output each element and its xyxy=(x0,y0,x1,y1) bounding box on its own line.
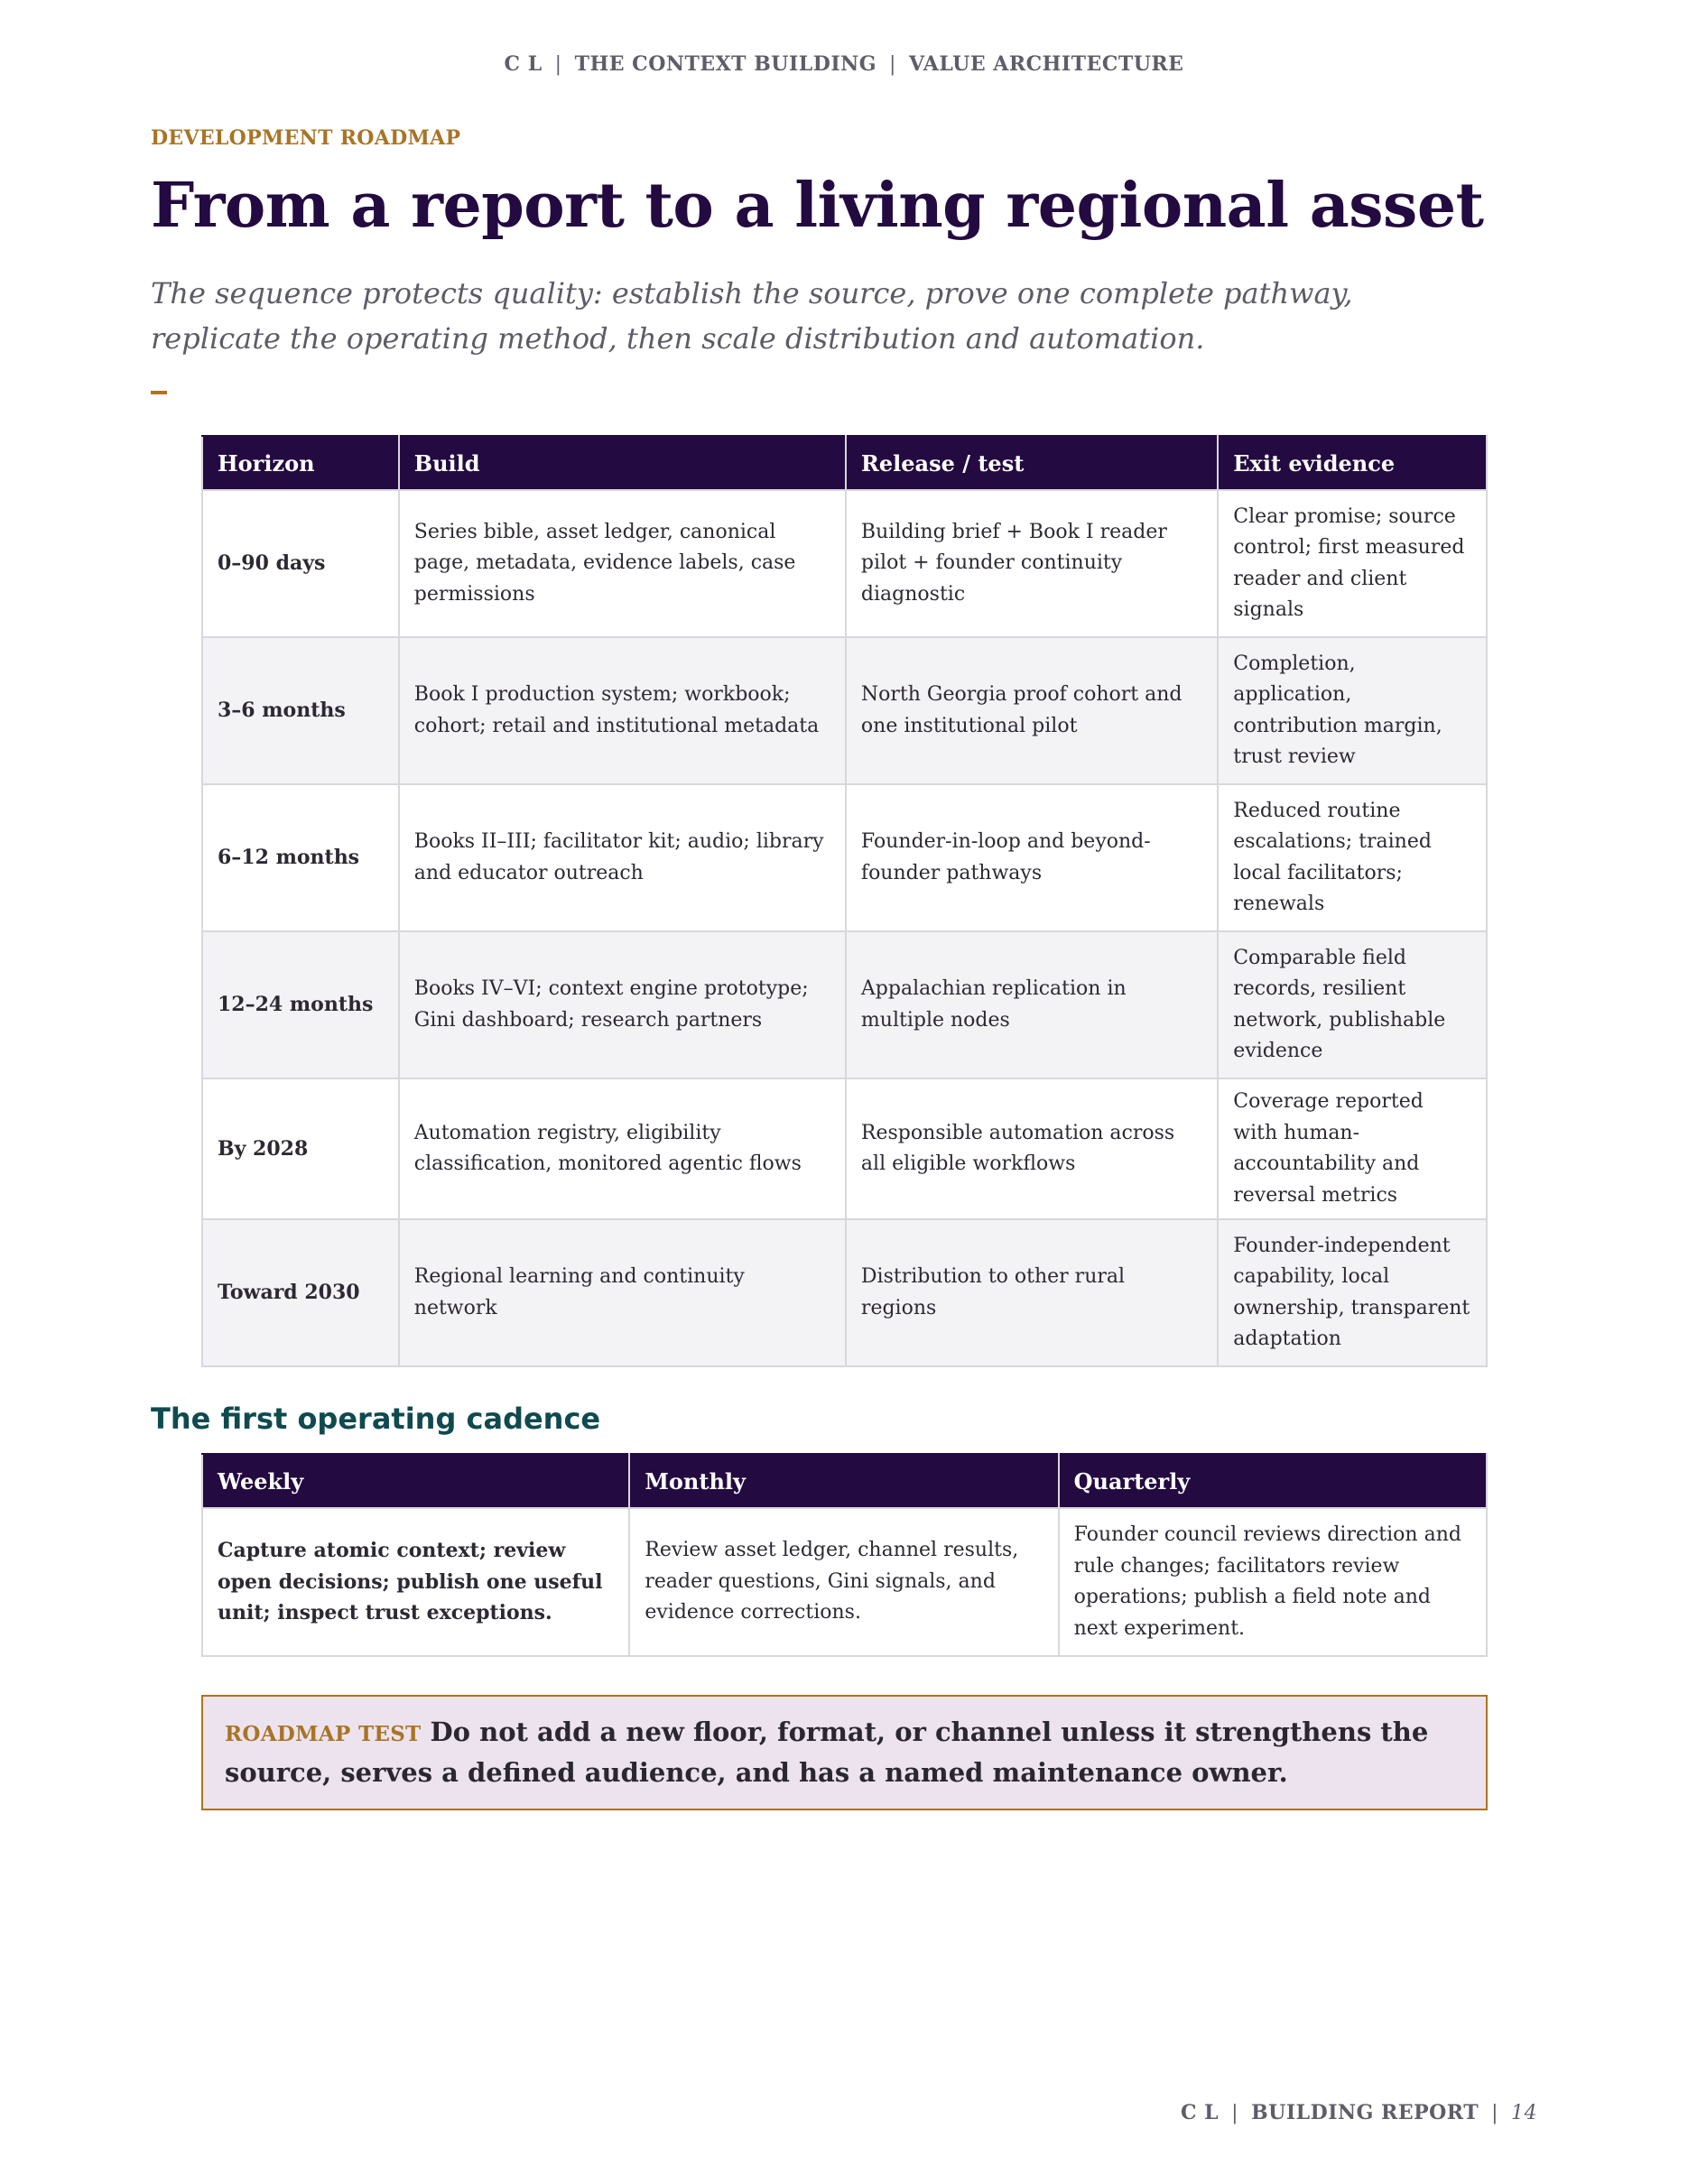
footer-separator: | xyxy=(1491,2102,1498,2124)
horizon-cell: Toward 2030 xyxy=(202,1219,399,1366)
release-cell: North Georgia proof cohort and one institutional pilot xyxy=(846,637,1218,784)
build-cell: Automation registry, eligibility classification, monitored agentic flows xyxy=(399,1078,846,1219)
cadence-heading: The first operating cadence xyxy=(151,1402,601,1436)
column-header-build: Build xyxy=(399,436,846,490)
cadence-table xyxy=(201,1453,1488,1657)
callout-tag: ROADMAP TEST xyxy=(225,1722,422,1746)
table-row xyxy=(202,1078,1487,1219)
release-cell: Appalachian replication in multiple nodes xyxy=(846,931,1218,1078)
column-header-exit-evidence: Exit evidence xyxy=(1218,436,1487,490)
horizon-cell: 0–90 days xyxy=(202,490,399,637)
header-doc-title: THE CONTEXT BUILDING xyxy=(574,52,877,76)
build-cell: Books IV–VI; context engine prototype; Gini dashboard; research partners xyxy=(399,931,846,1078)
roadmap-table xyxy=(201,435,1488,1367)
monthly-cell: Review asset ledger, channel results, reader questions, Gini signals, and evidence corrections. xyxy=(629,1508,1058,1656)
release-cell: Distribution to other rural regions xyxy=(846,1219,1218,1366)
exit-evidence-cell: Founder-independent capability, local ownership, transparent adaptation xyxy=(1218,1219,1487,1366)
footer-label: BUILDING REPORT xyxy=(1251,2101,1479,2124)
horizon-cell: 12–24 months xyxy=(202,931,399,1078)
section-eyebrow: DEVELOPMENT ROADMAP xyxy=(151,126,461,150)
column-header-quarterly: Quarterly xyxy=(1059,1454,1487,1508)
horizon-cell: 6–12 months xyxy=(202,784,399,931)
exit-evidence-cell: Reduced routine escalations; trained local facilitators; renewals xyxy=(1218,784,1487,931)
build-cell: Books II–III; facilitator kit; audio; library and educator outreach xyxy=(399,784,846,931)
roadmap-test-callout xyxy=(201,1695,1488,1810)
header-separator: | xyxy=(889,53,896,76)
exit-evidence-cell: Comparable field records, resilient network, publishable evidence xyxy=(1218,931,1487,1078)
footer-brand: C L xyxy=(1181,2101,1220,2124)
page-number: 14 xyxy=(1511,2102,1537,2124)
running-footer xyxy=(1181,2101,1537,2124)
running-header xyxy=(0,52,1688,76)
page-lede: The sequence protects quality: establish the source, prove one complete pathway, replicate the operating method, then scale distribution and automation. xyxy=(151,276,1353,356)
quarterly-cell: Founder council reviews direction and rule changes; facilitators review operations; publish a field note and next experiment. xyxy=(1059,1508,1487,1656)
build-cell: Book I production system; workbook; cohort; retail and institutional metadata xyxy=(399,637,846,784)
column-header-horizon: Horizon xyxy=(202,436,399,490)
horizon-cell: By 2028 xyxy=(202,1078,399,1219)
build-cell: Series bible, asset ledger, canonical page, metadata, evidence labels, case permissions xyxy=(399,490,846,637)
horizon-cell: 3–6 months xyxy=(202,637,399,784)
header-brand: C L xyxy=(504,52,543,76)
header-separator: | xyxy=(554,53,562,76)
exit-evidence-cell: Completion, application, contribution margin, trust review xyxy=(1218,637,1487,784)
header-section: VALUE ARCHITECTURE xyxy=(908,52,1184,76)
column-header-weekly: Weekly xyxy=(202,1454,629,1508)
table-row xyxy=(202,1219,1487,1366)
column-header-monthly: Monthly xyxy=(629,1454,1058,1508)
exit-evidence-cell: Clear promise; source control; first measured reader and client signals xyxy=(1218,490,1487,637)
table-row xyxy=(202,490,1487,637)
release-cell: Responsible automation across all eligible workflows xyxy=(846,1078,1218,1219)
table-row xyxy=(202,1508,1487,1656)
weekly-cell: Capture atomic context; review open decisions; publish one useful unit; inspect trust exceptions. xyxy=(202,1508,629,1656)
table-row xyxy=(202,931,1487,1078)
table-row xyxy=(202,637,1487,784)
exit-evidence-cell: Coverage reported with human-accountability and reversal metrics xyxy=(1218,1078,1487,1219)
accent-divider xyxy=(151,391,167,394)
build-cell: Regional learning and continuity network xyxy=(399,1219,846,1366)
cadence-header-row xyxy=(202,1454,1487,1508)
column-header-release: Release / test xyxy=(846,436,1218,490)
release-cell: Founder-in-loop and beyond-founder pathways xyxy=(846,784,1218,931)
callout-text: Do not add a new floor, format, or channel unless it strengthens the source, serves a defined audience, and has a named maintenance owner. xyxy=(225,1717,1429,1788)
page-title: From a report to a living regional asset xyxy=(151,170,1484,242)
roadmap-header-row xyxy=(202,436,1487,490)
footer-separator: | xyxy=(1231,2102,1239,2124)
table-row xyxy=(202,784,1487,931)
release-cell: Building brief + Book I reader pilot + founder continuity diagnostic xyxy=(846,490,1218,637)
